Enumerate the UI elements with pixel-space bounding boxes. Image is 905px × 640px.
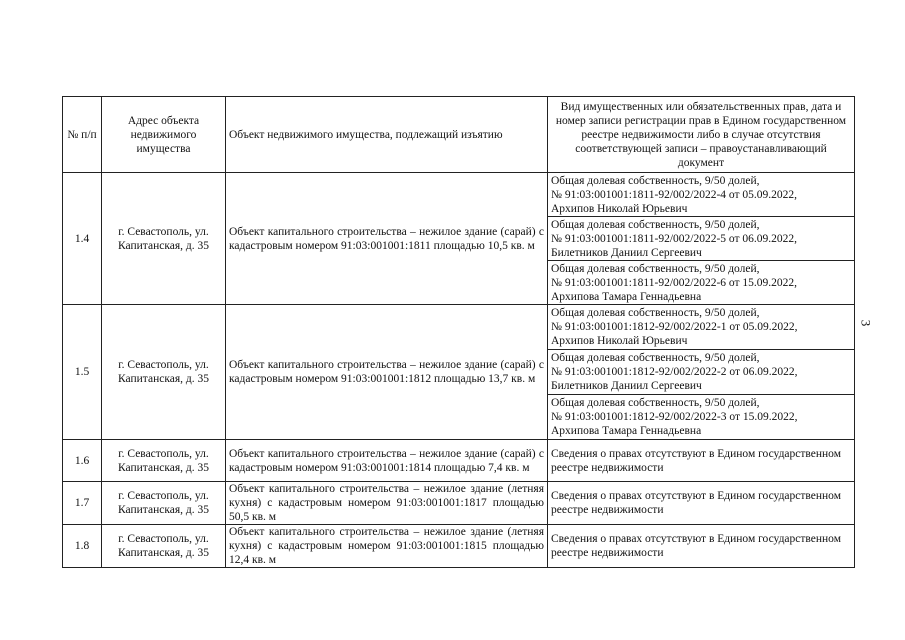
header-object: Объект недвижимого имущества, подлежащий изъятию [226,97,548,173]
rights-line: Общая долевая собственность, 9/50 долей, [551,218,760,231]
rights-line: Общая долевая собственность, 9/50 долей, [551,174,760,187]
page-number: 3 [858,319,874,327]
table-row [63,525,855,568]
row-number: 1.8 [63,525,102,568]
rights-line: Общая долевая собственность, 9/50 долей, [551,397,760,409]
row-number: 1.6 [63,440,102,482]
rights-line: Билетников Даниил Сергеевич [551,380,702,392]
rights-table [62,96,855,568]
rights-absent: Сведения о правах отсутствуют в Едином государственном реестре недвижимости [548,525,855,568]
rights-line: № 91:03:001001:1811-92/002/2022-4 от 05.09.2022, [551,188,798,201]
row-address: г. Севастополь, ул. Капитанская, д. 35 [102,173,226,305]
rights-line: Общая долевая собственность, 9/50 долей, [551,262,760,275]
rights-line: Архипов Николай Юрьевич [551,202,688,215]
rights-line: Общая долевая собственность, 9/50 долей, [551,307,760,319]
table-row [63,440,855,482]
header-num: № п/п [63,97,102,173]
row-object: Объект капитального строительства – нежилое здание (сарай) с кадастровым номером 91:03:001001:1811 площадью 10,5 кв. м [226,173,548,305]
rights-line: № 91:03:001001:1811-92/002/2022-6 от 15.09.2022, [551,276,798,289]
rights-entry [548,217,855,261]
rights-absent: Сведения о правах отсутствуют в Едином государственном реестре недвижимости [548,482,855,525]
row-address: г. Севастополь, ул. Капитанская, д. 35 [102,440,226,482]
row-address: г. Севастополь, ул. Капитанская, д. 35 [102,482,226,525]
header-address: Адрес объекта недвижимого имущества [102,97,226,173]
rights-entry [548,350,855,395]
row-number: 1.5 [63,305,102,440]
table-row [63,305,855,350]
rights-line: № 91:03:001001:1812-92/002/2022-1 от 05.09.2022, [551,321,798,333]
row-object: Объект капитального строительства – нежилое здание (сарай) с кадастровым номером 91:03:001001:1812 площадью 13,7 кв. м [226,305,548,440]
rights-entry [548,261,855,305]
rights-line: № 91:03:001001:1811-92/002/2022-5 от 06.09.2022, [551,232,798,245]
rights-line: Архипова Тамара Геннадьевна [551,425,702,437]
table-row [63,482,855,525]
rights-line: № 91:03:001001:1812-92/002/2022-2 от 06.09.2022, [551,366,798,378]
row-object: Объект капитального строительства – нежилое здание (летняя кухня) с кадастровым номером 91:03:001001:1817 площадью 50,5 кв. м [226,482,548,525]
rights-line: Архипова Тамара Геннадьевна [551,290,702,303]
table-row [63,173,855,217]
rights-entry [548,395,855,440]
row-address: г. Севастополь, ул. Капитанская, д. 35 [102,305,226,440]
header-rights: Вид имущественных или обязательственных прав, дата и номер записи регистрации прав в Едином государственном реестре недвижимости либо в случае отсутствия соответствующей записи – правоустанавливающий документ [548,97,855,173]
row-number: 1.4 [63,173,102,305]
rights-line: Общая долевая собственность, 9/50 долей, [551,352,760,364]
rights-entry [548,173,855,217]
table-header-row [63,97,855,173]
rights-entry [548,305,855,350]
rights-absent: Сведения о правах отсутствуют в Едином государственном реестре недвижимости [548,440,855,482]
rights-line: № 91:03:001001:1812-92/002/2022-3 от 15.09.2022, [551,411,798,423]
row-address: г. Севастополь, ул. Капитанская, д. 35 [102,525,226,568]
row-number: 1.7 [63,482,102,525]
row-object: Объект капитального строительства – нежилое здание (сарай) с кадастровым номером 91:03:001001:1814 площадью 7,4 кв. м [226,440,548,482]
row-object: Объект капитального строительства – нежилое здание (летняя кухня) с кадастровым номером 91:03:001001:1815 площадью 12,4 кв. м [226,525,548,568]
rights-line: Архипов Николай Юрьевич [551,335,688,347]
rights-line: Билетников Даниил Сергеевич [551,246,702,259]
